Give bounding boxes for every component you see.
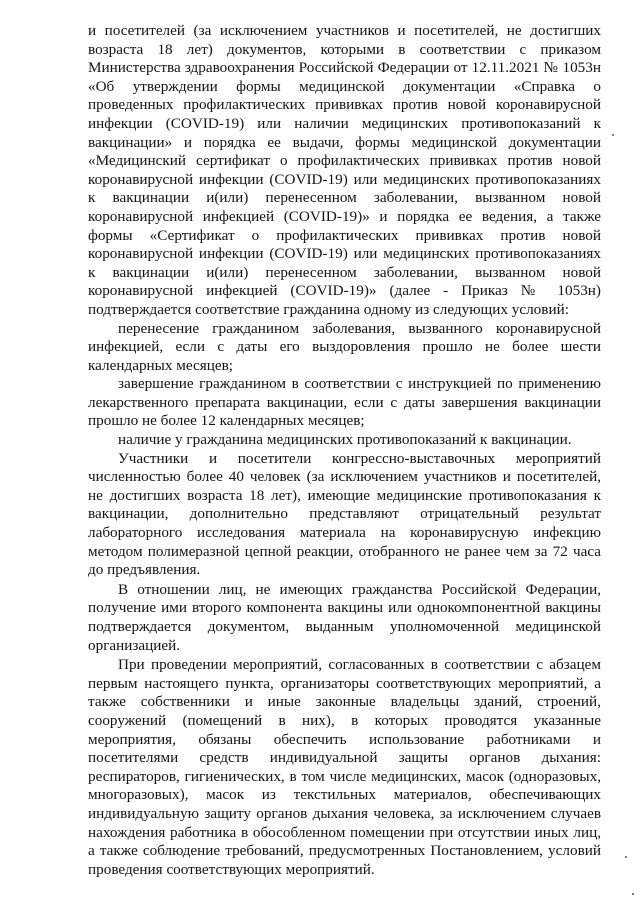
paragraph-organizers-obligations: При проведении мероприятий, согласованных в соответствии с абзацем первым настоящего пункта, организаторы соответствующих мероприятий, а также собственники и иные законные владельцы зданий, строений, сооружений (помещений в них), в которых проводятся указанные мероприятия, обязаны обеспечить использование работниками и посетителями средств индивидуальной защиты органов дыхания: респираторов, гигиенических, в том числе медицинских, масок (одноразовых, многоразовых), масок из текстильных материалов, обеспечивающих индивидуальную защиту органов дыхания человека, за исключением случаев нахождения работника в обособленном помещении при отсутствии иных лиц, а также соблюдение требований, предусмотренных Постановлением, условий проведения соответствующих мероприятий.	[88, 656, 601, 878]
paragraph-condition-illness: перенесение гражданином заболевания, вызванного коронавирусной инфекцией, если с даты его выздоровления прошло не более шести календарных месяцев;	[88, 319, 601, 374]
scan-speck	[612, 134, 614, 136]
scan-speck	[632, 893, 634, 895]
paragraph-participants: Участники и посетители конгрессно-выставочных мероприятий численностью более 40 человек (за исключением участников и посетителей, не достигших возраста 18 лет), имеющие медицинские противопоказания к вакцинации, дополнительно представляют отрицательный результат лабораторного исследования материала на коронавирусную инфекцию методом полимеразной цепной реакции, отобранного не ранее чем за 72 часа до предъявления.	[88, 449, 601, 579]
paragraph-intro: и посетителей (за исключением участников и посетителей, не достигших возраста 18 лет) документов, которыми в соответствии с приказом Министерства здравоохранения Российской Федерации от 12.11.2021 № 1053н «Об утверждении формы медицинской документации «Справка о проведенных профилактических прививках против новой коронавирусной инфекции (COVID-19) или наличии медицинских противопоказаний к вакцинации» и порядка ее выдачи, формы медицинской документации «Медицинский сертификат о профилактических прививках против новой коронавирусной инфекции (COVID-19) или медицинских противопоказаниях к вакцинации и(или) перенесенном заболевании, вызванном новой коронавирусной инфекцией (COVID-19)» и порядка ее ведения, а также формы «Сертификат о профилактических прививках против новой коронавирусной инфекции (COVID-19) или медицинских противопоказаниях к вакцинации и(или) перенесенном заболевании, вызванном новой коронавирусной инфекцией (COVID-19)» (далее - Приказ № 1053н) подтверждается соответствие гражданина одному из следующих условий:	[88, 22, 601, 318]
document-page	[88, 22, 601, 879]
scan-speck	[625, 856, 627, 858]
paragraph-foreign-citizens: В отношении лиц, не имеющих гражданства Российской Федерации, получение ими второго компонента вакцины или однокомпонентной вакцины подтверждается документом, выданным уполномоченной медицинской организацией.	[88, 580, 601, 654]
paragraph-condition-contraindications: наличие у гражданина медицинских противопоказаний к вакцинации.	[118, 431, 572, 449]
paragraph-condition-vaccination: завершение гражданином в соответствии с инструкцией по применению лекарственного препарата вакцинации, если с даты завершения вакцинации прошло не более 12 календарных месяцев;	[88, 375, 601, 430]
